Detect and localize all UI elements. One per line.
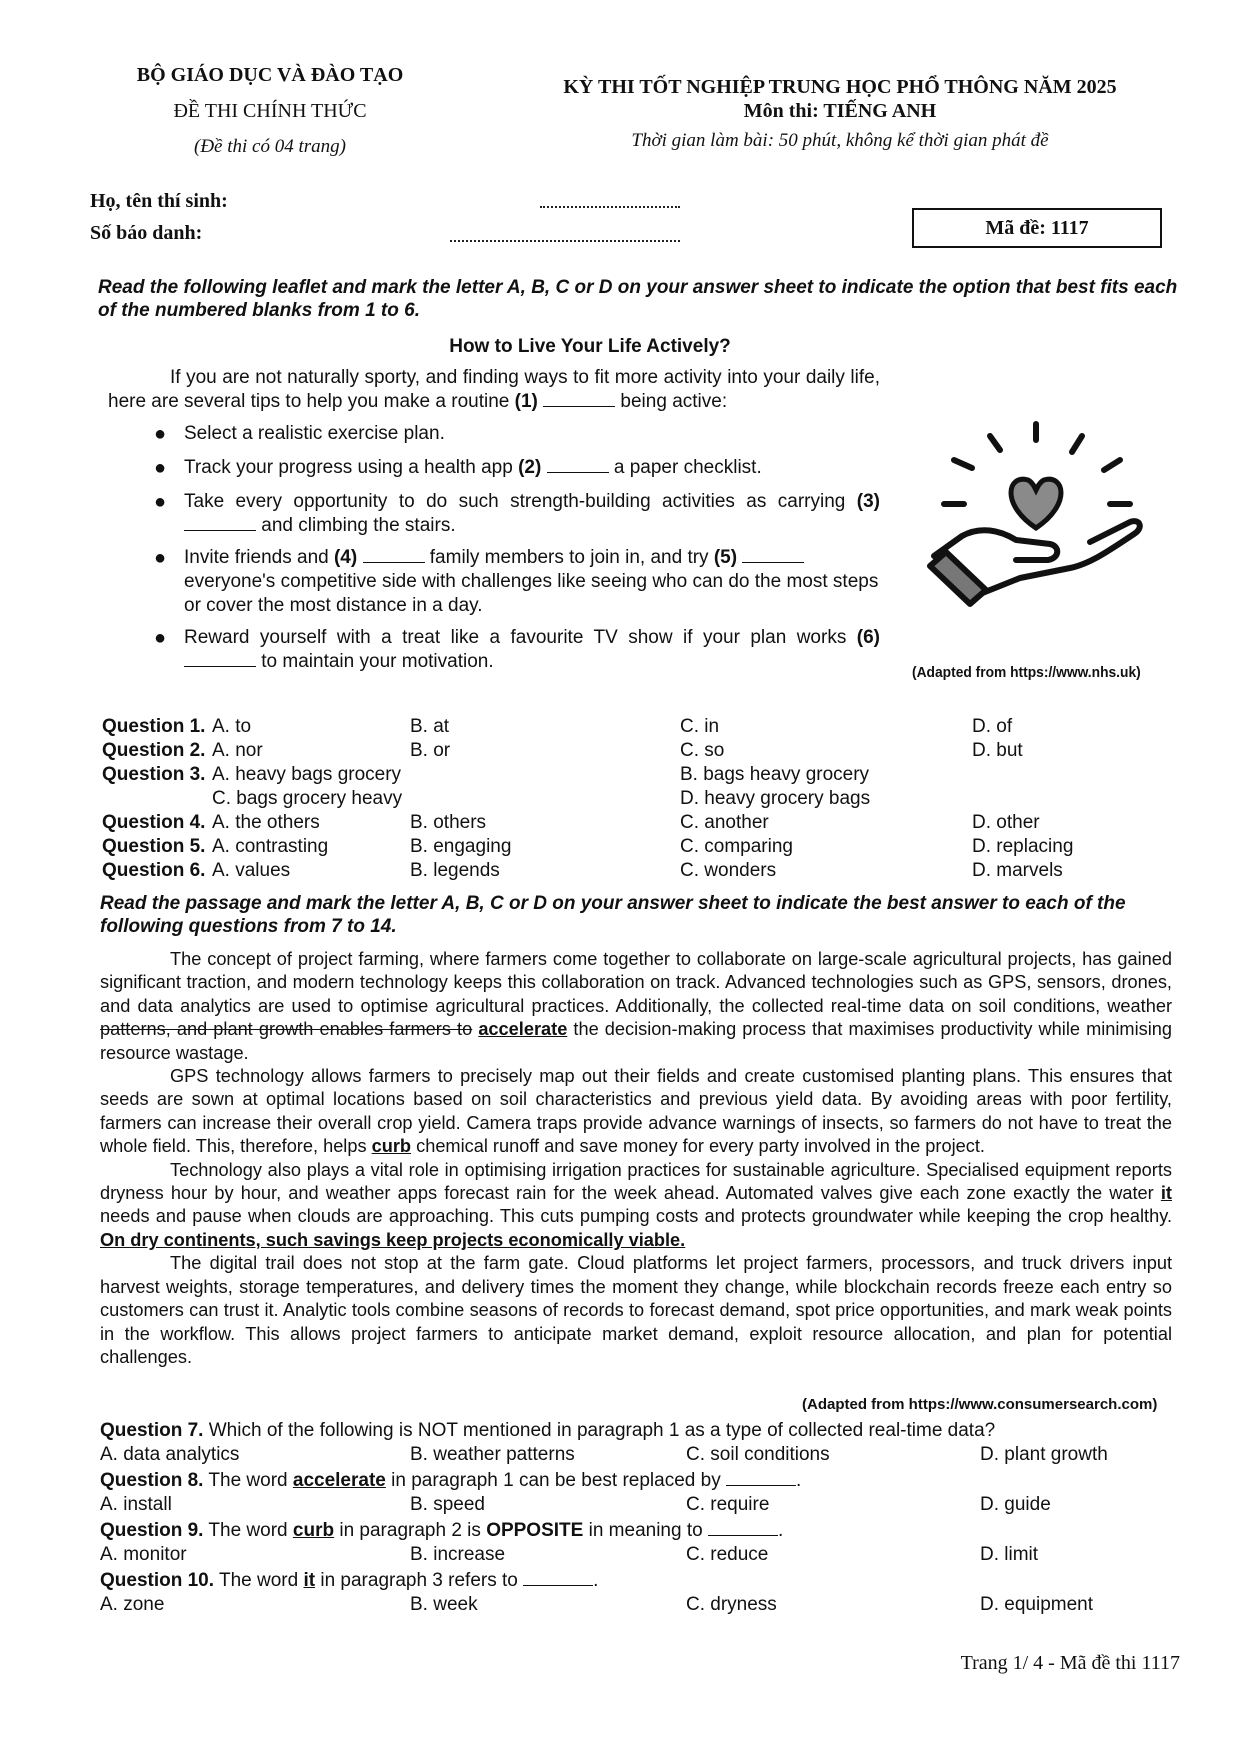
q6-option-c[interactable]: C. wonders — [680, 860, 777, 881]
q6-option-d[interactable]: D. marvels — [972, 860, 1063, 881]
exam-subject: Môn thi: TIẾNG ANH — [743, 100, 937, 122]
q9-option-a[interactable]: A. monitor — [100, 1544, 187, 1565]
leaflet-title: How to Live Your Life Actively? — [449, 336, 731, 357]
tip-1: ● Select a realistic exercise plan. — [154, 423, 445, 445]
q9-stem: Question 9. The word curb in paragraph 2 is OPPOSITE in meaning to . — [100, 1520, 784, 1541]
exam-code-box — [912, 208, 1162, 248]
reading-passage — [100, 948, 1172, 1369]
passage-source: (Adapted from https://www.consumersearch.com) — [802, 1396, 1158, 1413]
pages-note: (Đề thi có 04 trang) — [194, 136, 346, 157]
q2-option-a[interactable]: A. nor — [212, 740, 263, 761]
word-curb: curb — [371, 1136, 412, 1157]
q8-option-d[interactable]: D. guide — [980, 1494, 1051, 1515]
blank-4 — [363, 562, 425, 563]
q1-option-d[interactable]: D. of — [972, 716, 1013, 737]
leaflet-source: (Adapted from https://www.nhs.uk) — [912, 664, 1141, 681]
q5-label: Question 5. — [102, 836, 206, 857]
q1-option-a[interactable]: A. to — [212, 716, 252, 737]
tip-5: ● Reward yourself with a treat like a favourite TV show if your plan works (6) to maintain your motivation. — [154, 627, 881, 672]
official-label: ĐỀ THI CHÍNH THỨC — [173, 100, 367, 122]
section1-instruction: Read the following leaflet and mark the letter A, B, C or D on your answer sheet to indicate the option that best fits each of the numbered blanks from 1 to 6. — [98, 277, 1178, 321]
tip-3: ● Take every opportunity to do such strength-building activities as carrying (3) and climbing the stairs. — [154, 491, 881, 536]
q9-option-b[interactable]: B. increase — [410, 1544, 506, 1565]
q10-option-c[interactable]: C. dryness — [686, 1594, 777, 1615]
ministry-name: BỘ GIÁO DỤC VÀ ĐÀO TẠO — [136, 64, 404, 86]
paragraph-2: GPS technology allows farmers to precisely map out their fields and create customised planting plans. This ensures that seeds are sown at optimal locations based on soil characteristics and previous yield data. By avoiding areas with poor fertility, farmers can increase their overall crop yield. Camera traps provide advance warnings of insects, so farmers do not have to treat the whole field. This, therefore, helps curb chemical runoff and save money for every party involved in the project. — [100, 1066, 1172, 1157]
q10-option-d[interactable]: D. equipment — [980, 1594, 1094, 1615]
exam-code: Mã đề: 1117 — [985, 216, 1089, 239]
paragraph-3: Technology also plays a vital role in optimising irrigation practices for sustainable agriculture. Specialised equipment reports dryness hour by hour, and weather apps forecast rain for the week ahead. Automated valves give each zone exactly the water it needs and pause when clouds are approaching. This cuts pumping costs and protects groundwater while keeping the crop healthy. On dry continents, such savings keep projects economically viable. — [100, 1159, 1172, 1250]
q10-option-b[interactable]: B. week — [410, 1594, 478, 1615]
tip-2: ● Track your progress using a health app (2) a paper checklist. — [154, 457, 762, 479]
q2-option-b[interactable]: B. or — [410, 740, 451, 761]
q8-option-c[interactable]: C. require — [686, 1494, 770, 1515]
q4-option-d[interactable]: D. other — [972, 812, 1040, 833]
page-footer: Trang 1/ 4 - Mã đề thi 1117 — [960, 1652, 1180, 1674]
q4-label: Question 4. — [102, 812, 206, 833]
paragraph-4: The digital trail does not stop at the farm gate. Cloud platforms let project farmers, processors, and truck drivers input harvest weights, storage temperatures, and delivery times the moment they change, while blockchain records freeze each entry so customers can trust it. Analytic tools combine seasons of records to forecast demand, spot price opportunities, and mark weak points in the workflow. This allows project farmers to anticipate market demand, exploit resource allocation, and plan for potential challenges. — [100, 1253, 1172, 1367]
q7-stem: Question 7. Which of the following is NOT mentioned in paragraph 1 as a type of collected real-time data? — [100, 1420, 996, 1441]
heart-hand-illustration — [920, 418, 1150, 608]
word-accelerate: accelerate — [478, 1019, 568, 1040]
tip-4: ● Invite friends and (4) family members to join in, and try (5) everyone's competitive side with challenges like seeing who can do the most steps or cover the most distance in a day. — [154, 547, 879, 616]
q9-option-d[interactable]: D. limit — [980, 1544, 1039, 1565]
q5-option-b[interactable]: B. engaging — [410, 836, 512, 857]
q8-stem: Question 8. The word accelerate in paragraph 1 can be best replaced by . — [100, 1470, 802, 1491]
blank-6 — [184, 666, 256, 667]
q10-option-a[interactable]: A. zone — [100, 1594, 165, 1615]
q7-option-a[interactable]: A. data analytics — [100, 1444, 240, 1465]
q4-option-b[interactable]: B. others — [410, 812, 487, 833]
q3-option-a[interactable]: A. heavy bags grocery — [212, 764, 402, 785]
section2-instruction: Read the passage and mark the letter A, B, C or D on your answer sheet to indicate the best answer to each of the following questions from 7 to 14. — [100, 893, 1126, 937]
q1-option-c[interactable]: C. in — [680, 716, 720, 737]
exam-title: KỲ THI TỐT NGHIỆP TRUNG HỌC PHỔ THÔNG NĂM 2025 — [563, 76, 1117, 98]
leaflet-intro: If you are not naturally sporty, and finding ways to fit more activity into your daily life, here are several tips to help you make a routine (1) being active: — [108, 367, 880, 412]
blank-1 — [543, 406, 615, 407]
q1-label: Question 1. — [102, 716, 206, 737]
q8-option-b[interactable]: B. speed — [410, 1494, 485, 1515]
q9-option-c[interactable]: C. reduce — [686, 1544, 769, 1565]
q3-label: Question 3. — [102, 764, 206, 785]
q7-option-c[interactable]: C. soil conditions — [686, 1444, 830, 1465]
q3-option-c[interactable]: C. bags grocery heavy — [212, 788, 403, 809]
highlighted-sentence: On dry continents, such savings keep projects economically viable. — [100, 1229, 686, 1250]
q5-option-d[interactable]: D. replacing — [972, 836, 1074, 857]
candidate-name-label: Họ, tên thí sinh: — [90, 190, 228, 212]
word-it: it — [1160, 1183, 1172, 1204]
q6-label: Question 6. — [102, 860, 206, 881]
q10-stem: Question 10. The word it in paragraph 3 refers to . — [100, 1570, 599, 1591]
q7-option-d[interactable]: D. plant growth — [980, 1444, 1108, 1465]
q2-label: Question 2. — [102, 740, 206, 761]
q6-option-b[interactable]: B. legends — [410, 860, 500, 881]
q4-option-c[interactable]: C. another — [680, 812, 769, 833]
candidate-id-dots[interactable] — [450, 240, 680, 242]
blank-3 — [184, 530, 256, 531]
blank-5 — [742, 562, 804, 563]
q6-option-a[interactable]: A. values — [212, 860, 291, 881]
exam-time: Thời gian làm bài: 50 phút, không kể thời gian phát đề — [631, 130, 1049, 151]
q2-option-d[interactable]: D. but — [972, 740, 1023, 761]
blank-2 — [547, 472, 609, 473]
q2-option-c[interactable]: C. so — [680, 740, 725, 761]
heart-icon — [1011, 479, 1061, 528]
q1-option-b[interactable]: B. at — [410, 716, 450, 737]
q5-option-c[interactable]: C. comparing — [680, 836, 793, 857]
candidate-id-label: Số báo danh: — [90, 222, 203, 244]
q3-option-b[interactable]: B. bags heavy grocery — [680, 764, 870, 785]
q3-option-d[interactable]: D. heavy grocery bags — [680, 788, 871, 809]
q8-option-a[interactable]: A. install — [100, 1494, 172, 1515]
q5-option-a[interactable]: A. contrasting — [212, 836, 329, 857]
q7-option-b[interactable]: B. weather patterns — [410, 1444, 575, 1465]
q4-option-a[interactable]: A. the others — [212, 812, 320, 833]
blank-number-1: (1) — [514, 391, 538, 412]
open-hand-icon — [930, 521, 1140, 604]
paragraph-1: The concept of project farming, where farmers come together to collaborate on large-scale agricultural projects, has gained significant traction, and modern technology keeps this collaboration on track. Advanced technologies such as GPS, sensors, drones, and data analytics are used to optimise agricultural practices. Additionally, the collected real-time data on soil conditions, weather patterns, and plant growth enables farmers to accelerate the decision-making process that maximises productivity while minimising resource wastage. — [100, 949, 1172, 1063]
candidate-name-dots[interactable] — [540, 206, 680, 208]
